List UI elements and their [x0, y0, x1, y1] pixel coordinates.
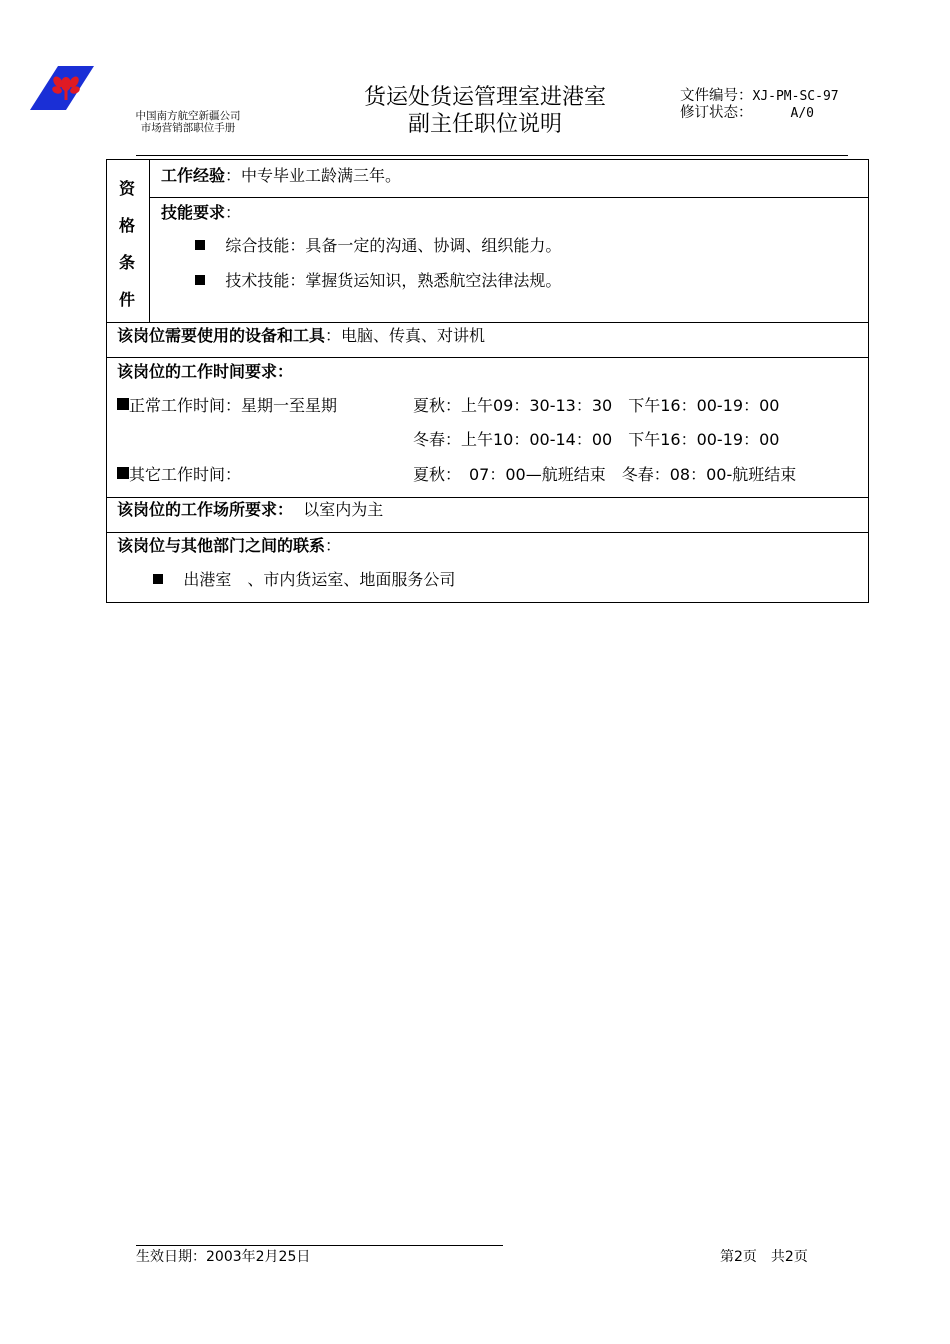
title-line-1: 货运处货运管理室进港室 — [363, 85, 606, 110]
title-line-2: 副主任职位说明 — [407, 112, 562, 137]
side-char-2: 格 — [118, 216, 135, 235]
page-number: 第2页 共2页 — [720, 1249, 808, 1265]
effective-date: 生效日期：2003年2月25日 — [136, 1249, 311, 1265]
page-title — [330, 84, 640, 138]
bullet-square-icon — [153, 574, 163, 584]
company-name — [118, 110, 258, 134]
skills-label: 技能要求 — [161, 203, 226, 222]
skill-item-text: 技术技能：掌握货运知识，熟悉航空法律法规。 — [225, 271, 562, 290]
normal-work-time-label: 正常工作时间：星期一至星期 — [129, 396, 338, 415]
table-top-dashed-border — [106, 159, 869, 160]
skill-item — [195, 271, 561, 291]
side-char-3: 条 — [118, 253, 135, 272]
row-divider — [107, 497, 868, 498]
relations-colon: ： — [325, 536, 342, 555]
relations-label: 该岗位与其他部门之间的联系 — [117, 536, 326, 555]
bullet-square-icon — [195, 240, 205, 250]
workplace-label: 该岗位的工作场所要求： — [117, 500, 294, 519]
row-divider — [107, 357, 868, 358]
winter-spring-hours: 冬春：上午10：00-14：00 下午16：00-19：00 — [413, 430, 780, 449]
summer-autumn-hours: 夏秋：上午09：30-13：30 下午16：00-19：00 — [413, 396, 780, 415]
document-meta — [680, 88, 839, 122]
revision-label: 修订状态： — [680, 105, 753, 121]
workplace-row — [117, 500, 383, 520]
bullet-square-icon — [195, 275, 205, 285]
revision-value: A/0 — [790, 106, 814, 121]
company-line-1: 中国南方航空新疆公司 — [135, 110, 241, 122]
experience-row — [161, 166, 401, 186]
workplace-value: 以室内为主 — [303, 500, 384, 519]
relations-heading — [117, 536, 341, 556]
relations-value: 出港室 、市内货运室、地面服务公司 — [183, 570, 456, 589]
qualification-side-label — [107, 170, 147, 318]
equipment-label: 该岗位需要使用的设备和工具 — [117, 326, 326, 345]
side-char-1: 资 — [118, 179, 135, 198]
equipment-row — [117, 326, 485, 346]
qualification-column-divider — [149, 160, 150, 322]
equipment-value: ：电脑、传真、对讲机 — [325, 326, 486, 345]
skills-colon: ： — [225, 203, 242, 222]
job-description-table — [106, 159, 869, 603]
skill-item — [195, 236, 561, 256]
skills-heading — [161, 203, 241, 223]
row-divider — [107, 532, 868, 533]
china-southern-logo — [28, 64, 94, 112]
header-divider — [136, 155, 848, 156]
other-work-time — [117, 465, 241, 485]
skill-item-text: 综合技能：具备一定的沟通、协调、组织能力。 — [225, 236, 562, 255]
work-time-label: 该岗位的工作时间要求： — [117, 362, 294, 381]
footer-divider — [136, 1245, 503, 1246]
doc-number-label: 文件编号： — [680, 88, 753, 104]
experience-label: 工作经验 — [161, 166, 226, 185]
other-work-time-value: 夏秋： 07：00—航班结束 冬春：08：00-航班结束 — [413, 465, 797, 484]
company-line-2: 市场营销部职位手册 — [140, 122, 236, 134]
other-work-time-label: 其它工作时间： — [129, 465, 242, 484]
experience-divider — [149, 197, 868, 198]
side-char-4: 件 — [118, 290, 135, 309]
experience-value: ：中专毕业工龄满三年。 — [225, 166, 402, 185]
bullet-square-icon — [117, 398, 129, 410]
normal-work-time — [117, 396, 337, 416]
doc-number-value: XJ-PM-SC-97 — [752, 89, 839, 104]
row-divider — [107, 322, 868, 323]
relations-item — [153, 570, 455, 590]
bullet-square-icon — [117, 467, 129, 479]
